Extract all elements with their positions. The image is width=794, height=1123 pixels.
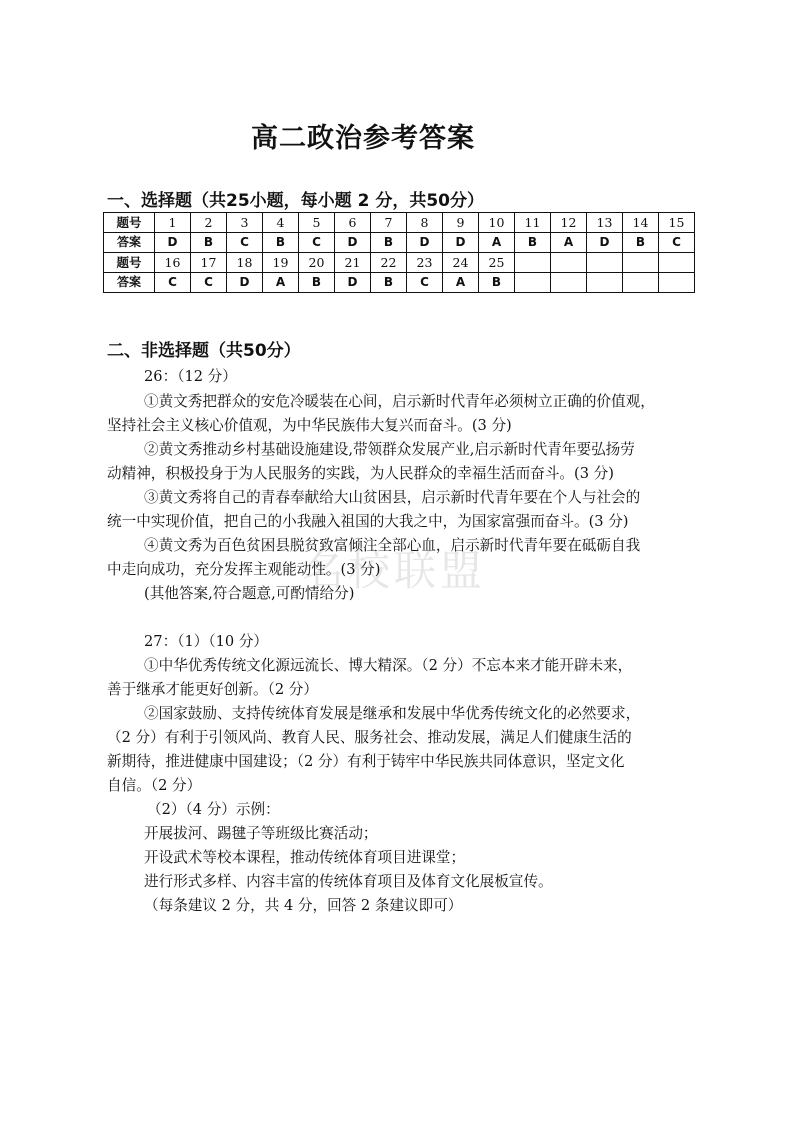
empty-cell [659, 253, 695, 273]
row-label: 答案 [104, 233, 155, 253]
answer-line: 自信。（2 分） [107, 777, 202, 794]
row-label: 题号 [104, 213, 155, 233]
question-number: 1 [155, 213, 191, 233]
answer-line: 善于继承才能更好创新。（2 分） [107, 681, 318, 698]
answer-cell: D [587, 233, 623, 253]
scoring-note: (其他答案,符合题意,可酌情给分) [144, 585, 355, 602]
answer-cell: A [263, 273, 299, 293]
scoring-note: （每条建议 2 分，共 4 分，回答 2 条建议即可） [144, 897, 463, 914]
question-number: 23 [407, 253, 443, 273]
answer-cell: C [299, 233, 335, 253]
answer-cell: C [659, 233, 695, 253]
table-row-numbers-1 [104, 213, 695, 233]
suggestion-line: 开设武术等校本课程，推动传统体育项目进课堂； [144, 849, 466, 866]
answer-cell: A [551, 233, 587, 253]
question-number: 5 [299, 213, 335, 233]
section-1-heading: 一、选择题（共25小题，每小题 2 分，共50分） [107, 191, 484, 211]
question-number: 25 [479, 253, 515, 273]
question-number: 22 [371, 253, 407, 273]
answer-line: 动精神，积极投身于为人民服务的实践，为人民群众的幸福生活而奋斗。(3 分) [107, 465, 614, 482]
question-27-heading: 27：（1）（10 分） [144, 633, 269, 650]
answer-line: ①黄文秀把群众的安危冷暖装在心间，启示新时代青年必须树立正确的价值观， [144, 393, 655, 410]
suggestion-line: 开展拔河、踢毽子等班级比赛活动； [144, 825, 378, 842]
answer-line: ②黄文秀推动乡村基础设施建设,带领群众发展产业,启示新时代青年要弘扬劳 [144, 441, 635, 458]
question-number: 24 [443, 253, 479, 273]
answer-cell: B [371, 233, 407, 253]
table-row-answers-2 [104, 273, 695, 293]
table-row-answers-1 [104, 233, 695, 253]
answer-cell: A [479, 233, 515, 253]
row-label: 题号 [104, 253, 155, 273]
answer-line: ②国家鼓励、支持传统体育发展是继承和发展中华优秀传统文化的必然要求， [144, 705, 641, 722]
empty-cell [515, 253, 551, 273]
empty-cell [551, 253, 587, 273]
answer-table [103, 212, 695, 293]
empty-cell [623, 273, 659, 293]
answer-line: 统一中实现价值，把自己的小我融入祖国的大我之中，为国家富强而奋斗。(3 分) [107, 513, 629, 530]
page-title: 高二政治参考答案 [251, 123, 475, 154]
question-number: 4 [263, 213, 299, 233]
answer-cell: C [155, 273, 191, 293]
question-number: 12 [551, 213, 587, 233]
answer-line: ①中华优秀传统文化源远流长、博大精深。（2 分）不忘本来才能开辟未来， [144, 657, 633, 674]
answer-cell: B [263, 233, 299, 253]
question-number: 3 [227, 213, 263, 233]
answer-cell: C [191, 273, 227, 293]
question-number: 14 [623, 213, 659, 233]
question-26-heading: 26：（12 分） [144, 368, 237, 385]
section-2-heading: 二、非选择题（共50分） [107, 341, 301, 361]
question-number: 7 [371, 213, 407, 233]
answer-line: （2 分）有利于引领风尚、教育人民、服务社会、推动发展，满足人们健康生活的 [107, 729, 632, 746]
question-number: 8 [407, 213, 443, 233]
question-number: 9 [443, 213, 479, 233]
answer-cell: D [335, 273, 371, 293]
answer-line: 新期待，推进健康中国建设；（2 分）有利于铸牢中华民族共同体意识，坚定文化 [107, 753, 625, 770]
question-number: 2 [191, 213, 227, 233]
answer-cell: B [371, 273, 407, 293]
answer-line: ④黄文秀为百色贫困县脱贫致富倾注全部心血，启示新时代青年要在砥砺自我 [144, 537, 641, 554]
question-number: 11 [515, 213, 551, 233]
question-number: 17 [191, 253, 227, 273]
answer-line: ③黄文秀将自己的青春奉献给大山贫困县，启示新时代青年要在个人与社会的 [144, 489, 641, 506]
question-number: 18 [227, 253, 263, 273]
question-number: 19 [263, 253, 299, 273]
question-number: 6 [335, 213, 371, 233]
answer-cell: D [335, 233, 371, 253]
answer-cell: D [407, 233, 443, 253]
empty-cell [587, 253, 623, 273]
answer-line: 中走向成功，充分发挥主观能动性。(3 分) [107, 561, 381, 578]
question-number: 10 [479, 213, 515, 233]
watermark: 名校联盟 [302, 546, 487, 595]
empty-cell [515, 273, 551, 293]
question-number: 15 [659, 213, 695, 233]
answer-cell: B [479, 273, 515, 293]
question-number: 13 [587, 213, 623, 233]
question-27-part-2-heading: （2）（4 分）示例： [147, 801, 280, 818]
question-number: 21 [335, 253, 371, 273]
answer-cell: D [443, 233, 479, 253]
answer-cell: D [155, 233, 191, 253]
answer-cell: B [623, 233, 659, 253]
answer-line: 坚持社会主义核心价值观，为中华民族伟大复兴而奋斗。(3 分) [107, 417, 512, 434]
question-number: 20 [299, 253, 335, 273]
answer-cell: B [299, 273, 335, 293]
empty-cell [587, 273, 623, 293]
suggestion-line: 进行形式多样、内容丰富的传统体育项目及体育文化展板宣传。 [144, 873, 553, 890]
answer-cell: C [407, 273, 443, 293]
answer-cell: C [227, 233, 263, 253]
question-number: 16 [155, 253, 191, 273]
answer-cell: B [191, 233, 227, 253]
empty-cell [623, 253, 659, 273]
answer-cell: A [443, 273, 479, 293]
empty-cell [659, 273, 695, 293]
answer-cell: D [227, 273, 263, 293]
empty-cell [551, 273, 587, 293]
row-label: 答案 [104, 273, 155, 293]
table-row-numbers-2 [104, 253, 695, 273]
answer-cell: B [515, 233, 551, 253]
